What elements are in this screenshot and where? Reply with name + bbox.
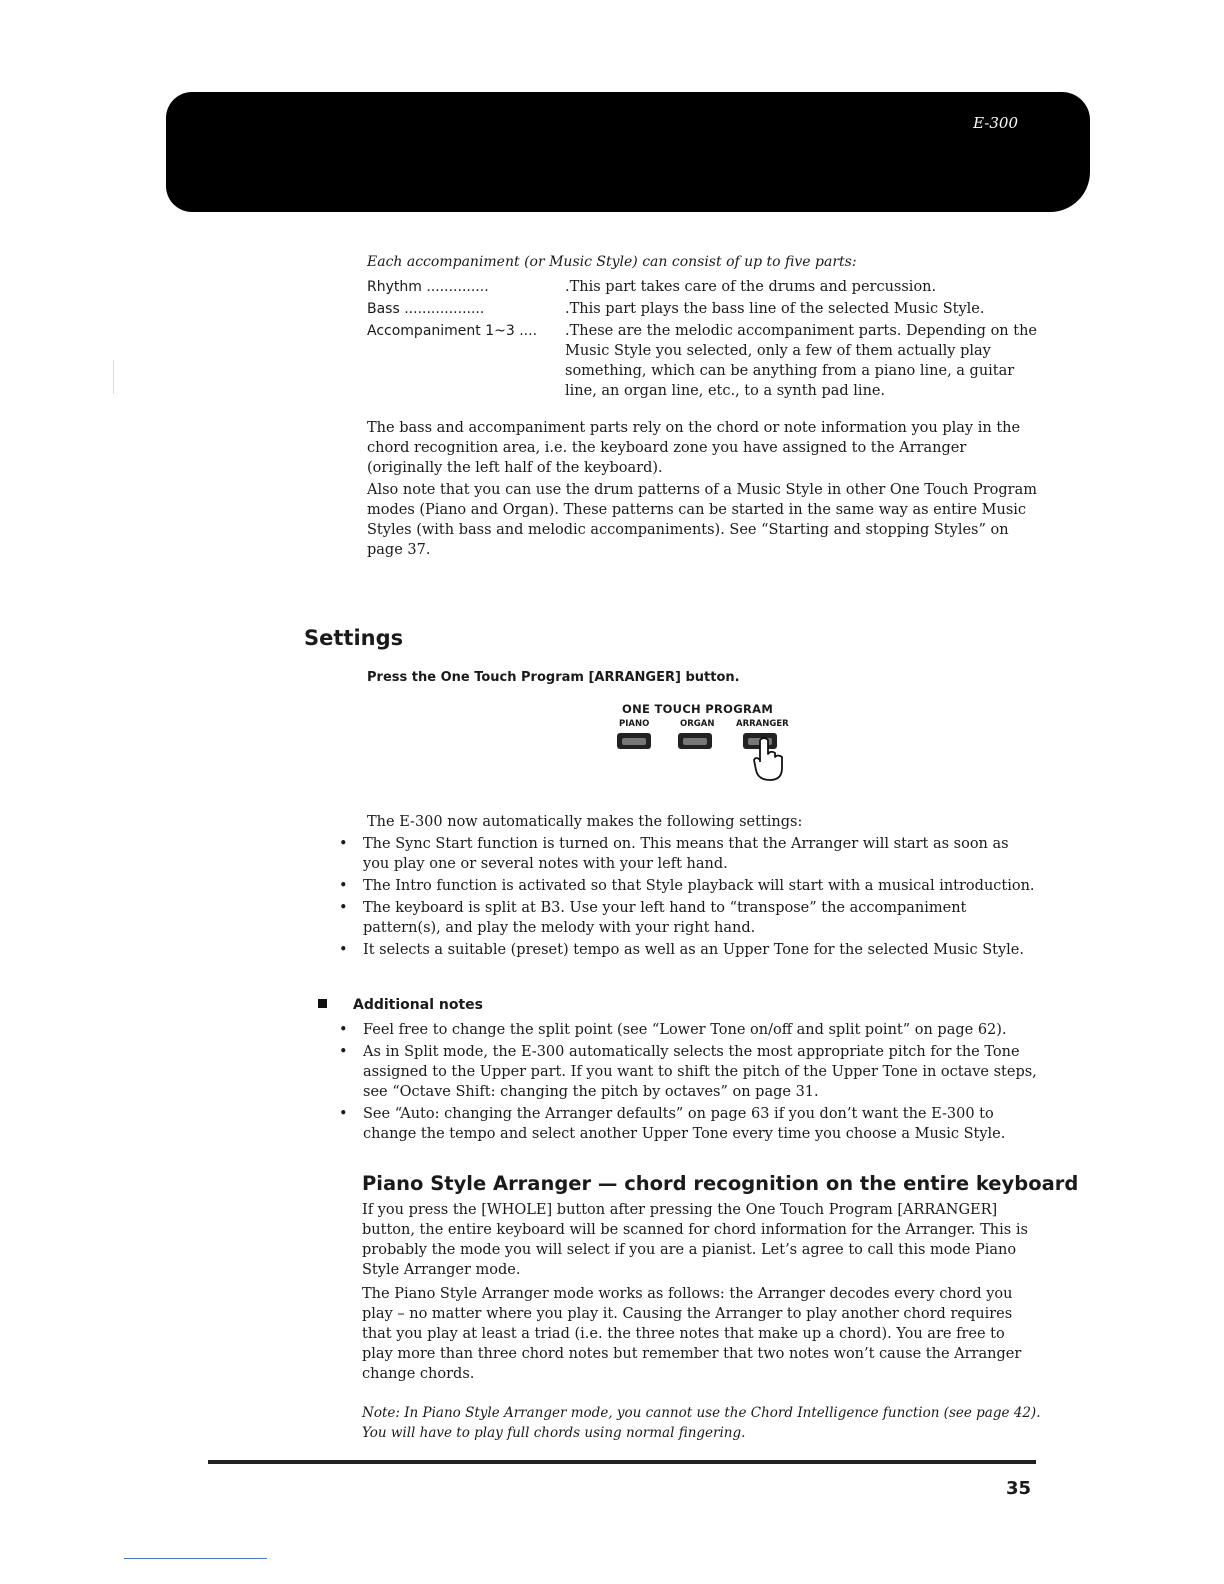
list-item: • The Intro function is activated so that Style playback will start with a musical introduction. [337,876,1037,896]
part-row-rhythm [367,277,1047,297]
one-touch-program-panel [612,702,802,782]
part-name: Accompaniment 1~3 .... [367,323,538,339]
paragraph-piano-style-mode: The Piano Style Arranger mode works as follows: the Arranger decodes every chord you play – no matter where you play it. Causing the Arranger to play another chord requires that you play at least a triad (i.e. the three notes that make up a chord). You are free to play more than three chord notes but remember that two notes won’t cause the Arranger change chords. [362,1286,1022,1382]
footer-link-line [124,1558,267,1559]
part-row-bass [367,299,1047,319]
part-name: Bass .................. [367,301,485,317]
header-bar [166,92,1090,212]
instruction-step: Press the One Touch Program [ARRANGER] button. [367,670,740,685]
subsection-title-piano-style: Piano Style Arranger — chord recognition on the entire keyboard [362,1172,1079,1195]
additional-notes-title: Additional notes [353,997,483,1013]
page-number: 35 [1006,1478,1032,1499]
margin-mark [113,360,114,394]
list-item: • Feel free to change the split point (see “Lower Tone on/off and split point” on page 62). [337,1020,1037,1040]
paragraph-chord-recognition: The bass and accompaniment parts rely on the chord or note information you play in the chord recognition area, i.e. the keyboard zone you have assigned to the Arranger (originally the left half of the keyboard). [367,420,1021,476]
list-item: • The Sync Start function is turned on. This means that the Arranger will start as soon as you play one or several notes with your left hand. [337,834,1037,874]
part-desc: .This part takes care of the drums and percussion. [565,279,937,295]
part-desc: .These are the melodic accompaniment parts. Depending on the Music Style you selected, only a few of them actually play something, which can be anything from a piano line, a guitar line, an organ line, etc., to a synth pad line. [565,323,1038,399]
list-item: • As in Split mode, the E-300 automatically selects the most appropriate pitch for the Tone assigned to the Upper part. If you want to shift the pitch of the Upper Tone in octave steps, see “Octave Shift: changing the pitch by octaves” on page 31. [337,1042,1037,1102]
intro-lead: Each accompaniment (or Music Style) can consist of up to five parts: [367,254,857,270]
additional-notes-heading [318,997,483,1013]
settings-lead: The E-300 now automatically makes the following settings: [367,814,803,830]
list-item: • It selects a suitable (preset) tempo as well as an Upper Tone for the selected Music Style. [337,940,1037,960]
panel-label-piano: PIANO [619,719,650,729]
panel-label-arranger: ARRANGER [736,719,789,729]
organ-button[interactable] [678,733,712,749]
pressing-finger-icon [748,736,792,782]
part-name: Rhythm .............. [367,279,489,295]
square-bullet-icon [318,999,327,1008]
part-desc: .This part plays the bass line of the selected Music Style. [565,301,985,317]
settings-bullet-list [337,834,1037,962]
section-title-settings: Settings [304,626,404,650]
footer-rule [208,1460,1036,1464]
paragraph-whole-button: If you press the [WHOLE] button after pressing the One Touch Program [ARRANGER] button, the entire keyboard will be scanned for chord information for the Arranger. This is probably the mode you will select if you are a pianist. Let’s agree to call this mode Piano Style Arranger mode. [362,1202,1028,1278]
additional-notes-list [337,1020,1037,1146]
list-item: • See “Auto: changing the Arranger defaults” on page 63 if you don’t want the E-300 to change the tempo and select another Upper Tone every time you choose a Music Style. [337,1104,1037,1144]
panel-label-organ: ORGAN [680,719,715,729]
piano-button[interactable] [617,733,651,749]
paragraph-drum-patterns: Also note that you can use the drum patterns of a Music Style in other One Touch Program modes (Piano and Organ). These patterns can be started in the same way as entire Music Styles (with bass and melodic accompaniments). See “Starting and stopping Styles” on page 37. [367,482,1037,558]
header-model-title: E-300 [973,114,1018,132]
list-item: • The keyboard is split at B3. Use your left hand to “transpose” the accompaniment pattern(s), and play the melody with your right hand. [337,898,1037,938]
part-row-accompaniment [367,321,1047,401]
note-chord-intelligence: Note: In Piano Style Arranger mode, you cannot use the Chord Intelligence function (see page 42). You will have to play full chords using normal fingering. [362,1404,1041,1441]
panel-title: ONE TOUCH PROGRAM [622,702,774,716]
parts-list [367,277,1047,403]
